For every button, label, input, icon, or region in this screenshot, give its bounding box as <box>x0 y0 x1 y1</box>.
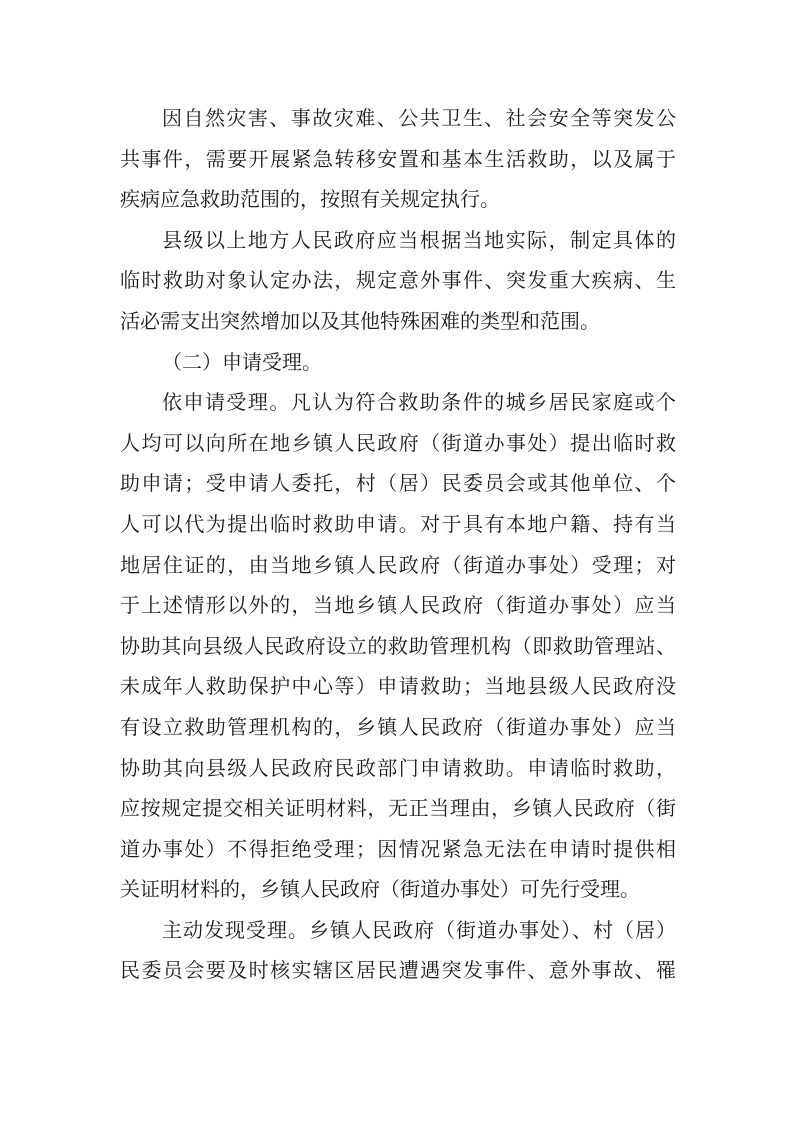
text-line: 因自然灾害、事故灾难、公共卫生、社会安全等突发公 <box>162 106 676 130</box>
text-line: （二）申请受理。 <box>162 349 322 374</box>
text-line: 民委员会要及时核实辖区居民遭遇突发事件、意外事故、罹 <box>120 958 676 983</box>
text-line: 疾病应急救助范围的，按照有关规定执行。 <box>120 187 500 212</box>
text-line: 于上述情形以外的，当地乡镇人民政府（街道办事处）应当 <box>120 593 676 618</box>
text-line: 助申请；受申请人委托，村（居）民委员会或其他单位、个 <box>120 471 676 496</box>
text-line: 协助其向县级人民政府民政部门申请救助。申请临时救助， <box>120 755 676 780</box>
text-line: 依申请受理。凡认为符合救助条件的城乡居民家庭或个 <box>162 390 676 415</box>
text-line: 县级以上地方人民政府应当根据当地实际，制定具体的 <box>162 227 676 252</box>
text-line: 共事件，需要开展紧急转移安置和基本生活救助，以及属于 <box>120 146 676 171</box>
text-line: 未成年人救助保护中心等）申请救助；当地县级人民政府没 <box>120 674 676 699</box>
text-line: 人均可以向所在地乡镇人民政府（街道办事处）提出临时救 <box>120 430 676 455</box>
text-line: 道办事处）不得拒绝受理；因情况紧急无法在申请时提供相 <box>120 836 676 861</box>
text-line: 地居住证的，由当地乡镇人民政府（街道办事处）受理；对 <box>120 552 676 577</box>
text-line: 应按规定提交相关证明材料，无正当理由，乡镇人民政府（街 <box>120 796 676 821</box>
text-line: 活必需支出突然增加以及其他特殊困难的类型和范围。 <box>120 308 600 333</box>
text-line: 有设立救助管理机构的，乡镇人民政府（街道办事处）应当 <box>120 714 676 739</box>
document-body <box>120 98 676 991</box>
text-line: 人可以代为提出临时救助申请。对于具有本地户籍、持有当 <box>120 511 676 536</box>
text-line: 临时救助对象认定办法，规定意外事件、突发重大疾病、生 <box>120 268 676 293</box>
text-line: 协助其向县级人民政府设立的救助管理机构（即救助管理站、 <box>120 633 676 658</box>
text-line: 主动发现受理。乡镇人民政府（街道办事处）、村（居） <box>162 917 676 942</box>
text-line: 关证明材料的，乡镇人民政府（街道办事处）可先行受理。 <box>120 877 640 902</box>
